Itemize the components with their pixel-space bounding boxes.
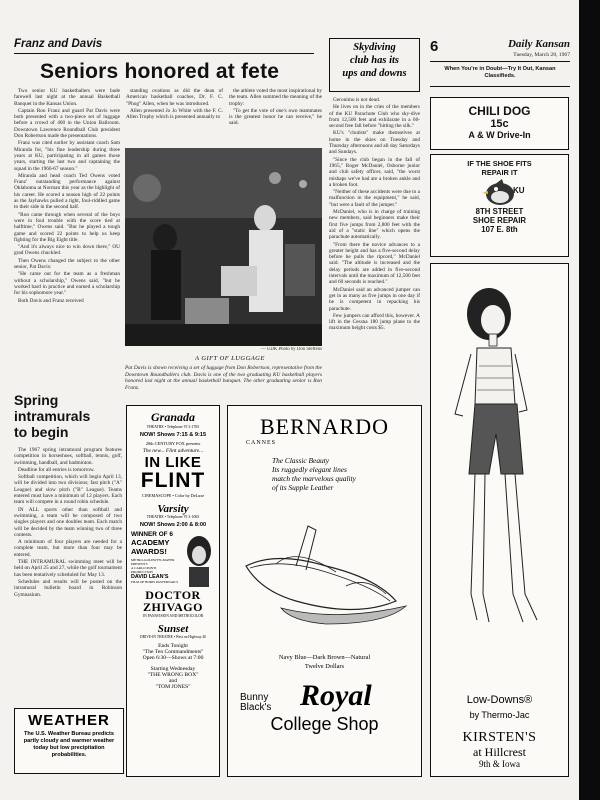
skydiving-headline-line: Skydiving xyxy=(353,42,396,53)
bernardo-place: CANNES xyxy=(246,440,277,446)
scan-edge xyxy=(579,0,600,800)
bernardo-copy-line: Its ruggedly elegant lines xyxy=(272,465,347,474)
lowdowns-product: Low-Downs® xyxy=(466,694,533,706)
paragraph: IN ALL sports other than softball and swimming, a team will be composed of two singles players and one doubles team. Each match will be decided by the team winning two of three contests. xyxy=(14,506,122,538)
paragraph: "Neither of these accidents were due to a malfunction in the equipment," he said, "but were a fault of the jumper." xyxy=(329,189,420,208)
dateline: Tuesday, March 28, 1967 xyxy=(513,52,570,58)
header-rule xyxy=(14,53,314,54)
varsity-name: Varsity xyxy=(157,503,189,515)
sunset-ends: Ends Tonight xyxy=(158,643,188,649)
paragraph: Both Davis and Franz received xyxy=(18,297,84,304)
studio-line: METRO-GOLDWYN-MAYER PRESENTS xyxy=(131,558,175,566)
paragraph: "And it's always nice to win down there," OU grad Owens chuckled. xyxy=(14,244,120,257)
shoe-ad-address: 107 E. 8th xyxy=(481,225,518,234)
sunset-film: "The Ten Commandments" xyxy=(142,649,204,655)
studio-line: A CARLO PONTI PRODUCTION xyxy=(131,566,157,574)
paragraph: Softball competition, which will begin April 13, will be divided into two divisions; fast pitch ("A" League) and slow pitch ("B" League). Teams entered must have a minimum of 12 players. Each team will compete in a round robin schedule. xyxy=(14,474,122,506)
varsity-subline: THEATRE • Telephone VI 3-1065 xyxy=(146,515,200,519)
paragraph: He lives on in the cries of the members of the KU Parachute Club who sky-dive from 12,500 feet and exhilarate in a 60-second free fall before "hitting the silk." xyxy=(329,104,420,130)
paragraph: McDaniel said an advanced jumper can get in as many as five jumps in one day if he is competent in repacking his parachute. xyxy=(329,286,420,312)
photo-credit: — UDK Photo by Don Steffens xyxy=(260,347,322,352)
film-of-line: FILM OF BORIS PASTERNAK'S xyxy=(131,580,179,584)
jayhawk-logo xyxy=(431,177,568,207)
shoe-ad-line: IF THE SHOE FITS xyxy=(467,159,532,168)
paragraph: standing ovations as did the dean of American basketball coaches, Dr. F. C. "Phog" Allen, when he was introduced. xyxy=(126,88,223,107)
sunset-name: Sunset xyxy=(157,623,189,635)
bernardo-brand: BERNARDO xyxy=(259,414,389,439)
zhivago-portrait-icon xyxy=(183,533,215,587)
weather-forecast: The U.S. Weather Bureau predicts partly cloudy and warmer weather today but low precipitation probabilities. xyxy=(23,731,115,758)
paragraph: Geronimo is not dead. xyxy=(333,97,381,103)
luggage-photo-image xyxy=(125,148,322,346)
award-line: ACADEMY xyxy=(131,538,170,547)
varsity-showtimes: NOW! Shows 2:00 & 8:00 xyxy=(139,522,207,528)
kirstens-location: at Hillcrest xyxy=(473,745,526,759)
photo-caption: Pat Davis is shown receiving a set of luggage from Don Robertson, representative from the Downtown Roundballers club. Davis is one of the two graduating KU basketball players honored last night at the annual basketball banquet. The other graduating senior is Ron Franz. xyxy=(125,365,322,391)
intramurals-headline xyxy=(14,392,122,440)
paragraph: Schedules and results will be posted on the intramural bulletin board in Robinson Gymnasium. xyxy=(14,578,122,598)
bernardo-copy-line: The Classic Beauty xyxy=(272,456,330,465)
intramurals-headline-line: Spring xyxy=(14,392,59,408)
skydiving-story xyxy=(329,97,420,409)
shoe-ad-line: REPAIR IT xyxy=(481,168,518,177)
film-title-in-like: IN LIKE xyxy=(144,454,202,471)
shop-name-bunny xyxy=(240,693,300,713)
granada-subline: THEATRE • Telephone VI 3-1765 xyxy=(146,425,200,429)
intramurals-story xyxy=(14,447,122,705)
intramurals-headline-line: to begin xyxy=(14,424,69,440)
bernardo-colors: Navy Blue—Dark Brown—Natural xyxy=(278,654,371,661)
paragraph: THE INTRAMURAL swimming meet will be held on April 25 and 27, while the golf tournament has been tentatively scheduled for May 13. xyxy=(14,559,122,578)
lowdowns-ad xyxy=(430,263,569,777)
paragraph: Captain Ron Franz and guard Pat Davis were both presented with a two-piece set of luggage before a crowd of 400 in the Union Ballroom. Downtown Lawrence Roundball Club president Don Robertson made the presentations. xyxy=(14,107,120,140)
chili-ad-store: A & W Drive-In xyxy=(468,130,531,140)
award-block xyxy=(131,531,179,584)
lead-story-column-3 xyxy=(229,88,322,146)
paragraph: the athlete voted the most inspirational by the team. Allen summed the meaning of the trophy: xyxy=(229,88,322,107)
classified-promo: When You're in Doubt—Try It Out, Kansan Classifieds. xyxy=(444,66,556,79)
fashion-model-illustration xyxy=(441,274,557,644)
granada-showtimes: NOW! Shows 7:15 & 9:15 xyxy=(139,432,207,438)
paragraph: "Ron came through when several of the boys were in foul trouble with the score tied at halftime," Owens said. "But he played a tough game and scored 22 points to help us keep fighting for the Big Eight title. xyxy=(14,211,120,243)
weather-title: WEATHER xyxy=(28,712,110,729)
paragraph: "He came out for the team as a freshman without a scholarship," Owens said, "but he worked hard in practice and earned a scholarship for his sophomore year." xyxy=(14,271,120,297)
zhivago-block xyxy=(127,531,219,589)
paragraph: KU's "chutists" make themselves at home in the skies on Tuesday and Thursday afternoons and all day Saturdays and Sundays. xyxy=(329,130,420,156)
page-number: 6 xyxy=(430,38,439,55)
lead-story-column-2 xyxy=(126,88,223,146)
paragraph: Two senior KU basketballers were bade farewell last night at the annual Basketball Banquet in the Kansas Union. xyxy=(14,88,120,107)
bernardo-copy-line: match the marvelous quality xyxy=(272,474,356,483)
skydiving-headline-line: club has its xyxy=(349,55,399,66)
paper-name: Daily Kansan xyxy=(507,38,570,50)
shoe-ad-line: SHOE REPAIR xyxy=(472,216,527,225)
paragraph: Franz was cited earlier by assistant coach Sam Miranda for, "his fine leadership during three years at KU, participating in all games those years, starting the last two and captaining the squad in the 1966-67 season." xyxy=(14,140,120,172)
kirstens-address: 9th & Iowa xyxy=(479,759,520,769)
dateline-rule xyxy=(430,61,570,62)
paragraph: McDaniel, who is in charge of training new members, said beginners make their first five jumps from 2,800 feet with the aid of a "static line" which opens the parachute automatically. xyxy=(329,209,420,241)
award-line: WINNER OF 6 xyxy=(131,531,173,538)
sandal-illustration xyxy=(236,506,412,626)
film-title-flint: FLINT xyxy=(140,469,206,492)
shop-name-royal: Royal xyxy=(300,679,372,712)
sunset-times: Open 6:30—Shows at 7:00 xyxy=(142,655,204,661)
sunset-film: "THE WRONG BOX" xyxy=(147,672,199,678)
sunset-and: and xyxy=(168,678,178,684)
theaters-ad xyxy=(126,405,220,777)
director-line: DAVID LEAN'S xyxy=(131,574,169,580)
paragraph: "Since the club began in the fall of 1965," Roger McDaniel, Osborne junior and club safety officer, said, "the worst mishaps we've had are a broken ankle and a broken foot. xyxy=(329,156,420,188)
kirstens-store: KIRSTEN'S xyxy=(462,730,537,745)
shoe-ad-line: 8TH STREET xyxy=(475,207,524,216)
story-kicker: Franz and Davis xyxy=(14,38,103,50)
paragraph: Allen presented Jo Jo White with the F. C. Allen Trophy which is presented annually to xyxy=(126,107,223,121)
jayhawk-badge: KU xyxy=(513,186,525,195)
paragraph: Deadline for all entries is tomorrow. xyxy=(18,466,95,473)
film-format: IN PANAVISION AND METROCOLOR xyxy=(142,614,203,618)
promo-rule xyxy=(430,86,570,87)
lead-headline: Seniors honored at fete xyxy=(40,60,280,83)
paragraph: Then Owens changed the subject to the other senior, Pat Davis: xyxy=(14,257,120,271)
paragraph: A minimum of four players are needed for a complete team, but more than four may be entered. xyxy=(14,539,122,558)
weather-box xyxy=(14,708,124,774)
chili-ad-line: CHILI DOG xyxy=(468,104,531,118)
award-line: AWARDS! xyxy=(131,547,167,556)
film-title-zhivago: ZHIVAGO xyxy=(143,600,203,614)
intramurals-headline-line: intramurals xyxy=(14,408,91,424)
shop-name-line: Black's xyxy=(240,702,272,713)
film-tagline: The new... Flint adventure... xyxy=(142,448,204,454)
chili-ad-price: 15c xyxy=(490,118,509,130)
paragraph: "To get the vote of one's own teammates is the greatest honor he can receive," he said. xyxy=(229,107,322,127)
lowdowns-maker: by Thermo-Jac xyxy=(469,710,530,720)
bernardo-ad xyxy=(227,405,422,777)
photo-caption-title: A GIFT OF LUGGAGE xyxy=(195,355,265,362)
sunset-starting: Starting Wednesday xyxy=(150,666,196,672)
film-title-doctor: DOCTOR xyxy=(145,588,201,602)
paragraph: The 1967 spring intramural program features competition in horseshoes, softball, tennis, golf, swimming, handball, and badminton. xyxy=(14,447,122,466)
film-format: CINEMASCOPE • Color by DeLuxe xyxy=(141,493,205,498)
shop-name-college: College Shop xyxy=(270,714,379,734)
luggage-photo xyxy=(125,148,322,346)
sunset-film: "TOM JONES" xyxy=(155,684,191,690)
bernardo-price: Twelve Dollars xyxy=(304,663,345,670)
skydiving-headline-line: ups and downs xyxy=(342,68,407,79)
granada-name: Granada xyxy=(150,410,195,424)
lead-story-column-1 xyxy=(14,88,120,388)
paragraph: "From there the novice advances to a greater height and has a five-second delay before he pulls the ripcord," McDaniel said. "The altitude is increased and the delay periods are added in five-second intervals until the maximum of 12,500 feet and 60 seconds is reached." xyxy=(329,241,420,286)
sunset-subline: DRIVE-IN THEATRE • West on Highway 40 xyxy=(140,635,206,639)
chili-dog-ad xyxy=(430,97,569,150)
skydiving-headline-box xyxy=(329,38,420,92)
shop-name-line: Bunny xyxy=(240,692,269,703)
paragraph: Few jumpers can afford this, however. A lift in the Cessna 180 jump plane to the maximum height costs $5. xyxy=(329,312,420,332)
shoe-repair-ad xyxy=(430,154,569,257)
bernardo-copy xyxy=(272,456,421,492)
bernardo-copy-line: of its Supple Leather xyxy=(272,483,334,492)
paragraph: Miranda and head coach Ted Owens voted Franz' outstanding performance against Oklahoma at Norman this year as the highlight of his career. He scored a season high of 22 points as the Jayhawks pulled a tight, foul-riddled game to their side in the second half. xyxy=(14,172,120,211)
fox-line: 20th CENTURY FOX presents xyxy=(145,441,201,446)
